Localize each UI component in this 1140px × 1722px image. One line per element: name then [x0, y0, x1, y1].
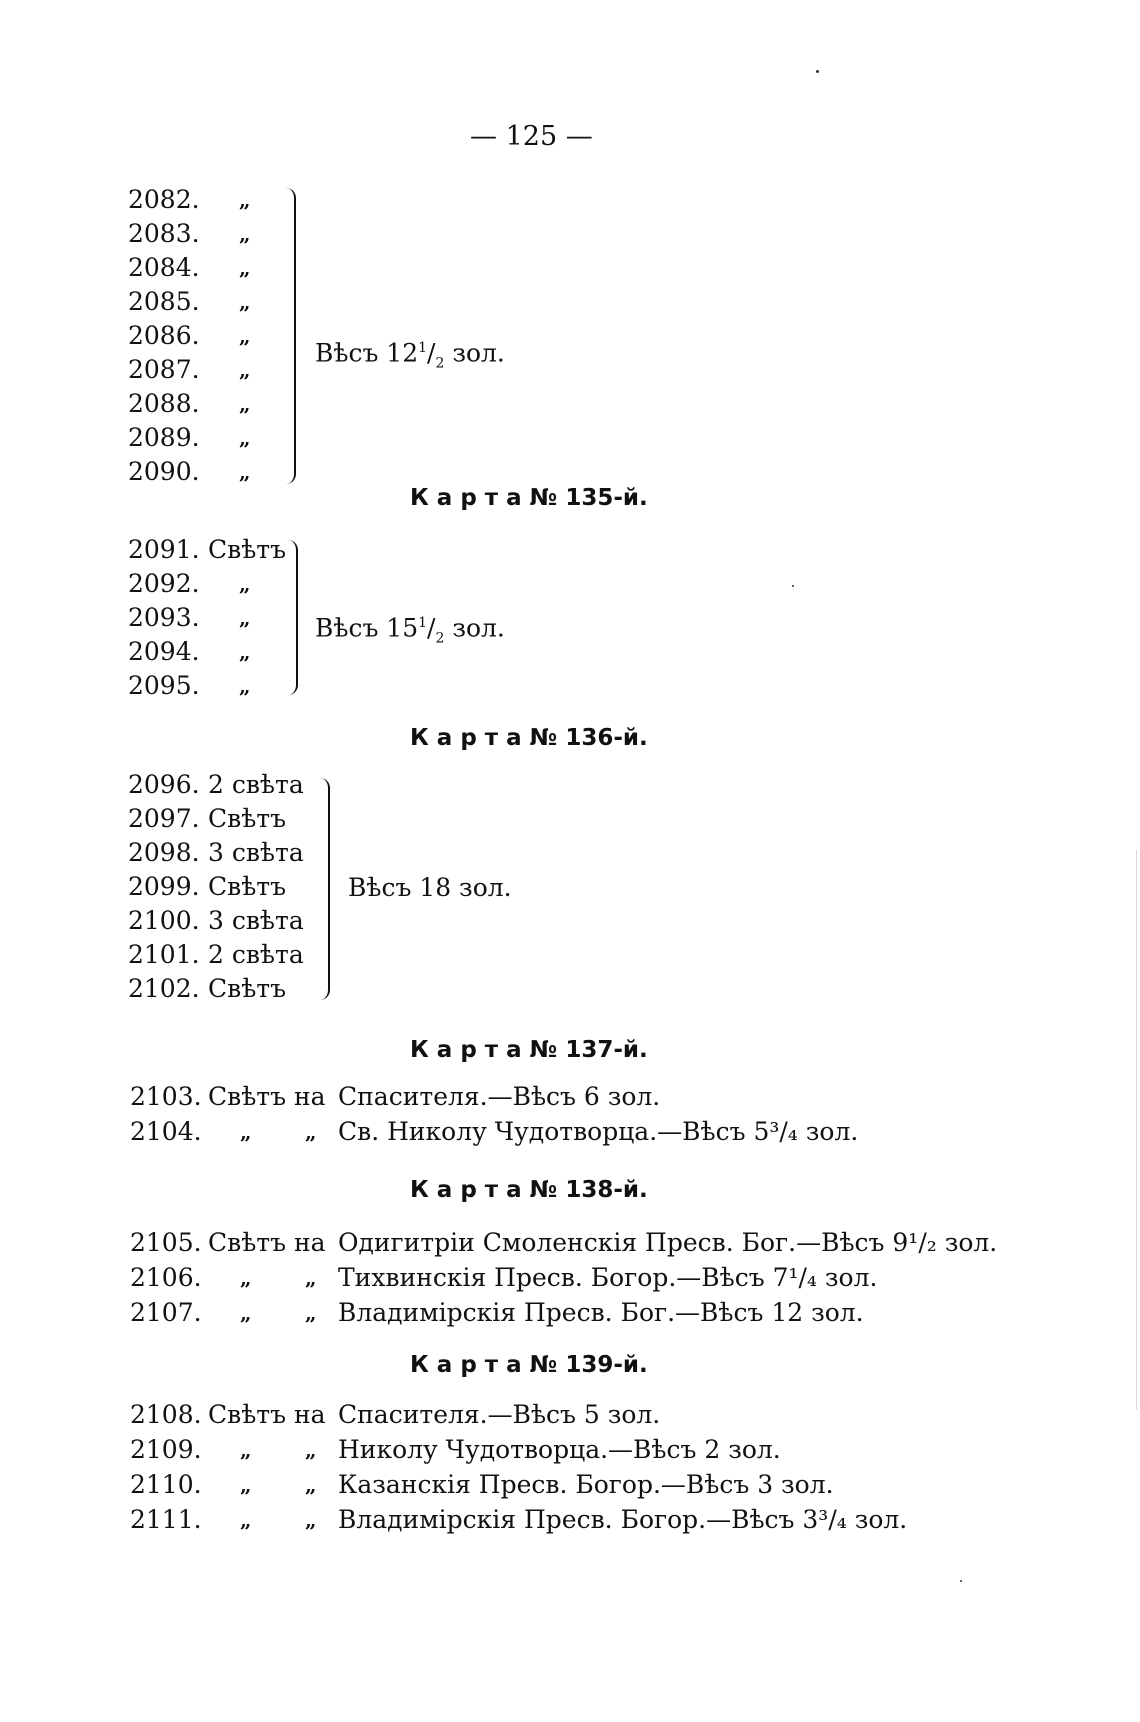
entry-text: Николу Чудотворца.—Вѣсъ 2 зол. — [338, 1435, 781, 1464]
ditto-mark: „ — [239, 426, 251, 450]
ditto-mark: „ — [305, 1438, 317, 1462]
entry-number: 2091. — [128, 535, 200, 564]
entry-number: 2094. — [128, 637, 200, 666]
weight-unit: зол. — [452, 613, 505, 643]
entry-description: Свѣтъ на — [208, 1400, 326, 1429]
entry-number: 2085. — [128, 287, 200, 316]
card-heading: К а р т а № 138-й. — [410, 1177, 648, 1203]
ditto-mark: „ — [239, 640, 251, 664]
entry-text: Владимірскія Пресв. Бог.—Вѣсъ 12 зол. — [338, 1298, 864, 1327]
entry-text: Св. Николу Чудотворца.—Вѣсъ 5³/₄ зол. — [338, 1117, 859, 1146]
entry-number: 2087. — [128, 355, 200, 384]
weight-text: Вѣсъ 12 — [315, 338, 419, 368]
brace — [276, 188, 296, 484]
entry-description: 2 свѣта — [208, 770, 304, 799]
brace — [278, 540, 298, 695]
entry-number: 2084. — [128, 253, 200, 282]
entry-description: Свѣтъ на — [208, 1228, 326, 1257]
entry-number: 2107. — [130, 1298, 202, 1327]
ditto-mark: „ — [240, 1508, 252, 1532]
ditto-mark: „ — [240, 1438, 252, 1462]
brace — [310, 778, 330, 1000]
weight-fraction-den: 2 — [435, 630, 445, 647]
entry-description: Свѣтъ — [208, 535, 287, 564]
ditto-mark: „ — [305, 1266, 317, 1290]
card-heading: К а р т а № 139-й. — [410, 1352, 648, 1378]
entry-number: 2111. — [130, 1505, 202, 1534]
ditto-mark: „ — [305, 1473, 317, 1497]
group-weight: Вѣсъ $12^1/_2$ зол. — [315, 338, 505, 372]
weight-fraction-den: 2 — [435, 355, 445, 372]
entry-number: 2110. — [130, 1470, 202, 1499]
entry-text: Тихвинскія Пресв. Богор.—Вѣсъ 7¹/₄ зол. — [338, 1263, 878, 1292]
weight-unit: зол. — [452, 338, 505, 368]
scan-edge-line — [1136, 850, 1137, 1410]
entry-description: Свѣтъ — [208, 872, 287, 901]
entry-number: 2106. — [130, 1263, 202, 1292]
weight-fraction-num: 1 — [418, 615, 428, 631]
entry-text: Казанскія Пресв. Богор.—Вѣсъ 3 зол. — [338, 1470, 834, 1499]
page-number: — 125 — — [470, 121, 593, 152]
ditto-mark: „ — [305, 1120, 317, 1144]
ditto-mark: „ — [239, 188, 251, 212]
ditto-mark: „ — [305, 1301, 317, 1325]
ditto-mark: „ — [239, 392, 251, 416]
entry-number: 2097. — [128, 804, 200, 833]
scan-speck — [960, 1580, 962, 1582]
entry-number: 2096. — [128, 770, 200, 799]
weight-fraction-num: 1 — [418, 340, 428, 356]
entry-number: 2089. — [128, 423, 200, 452]
group-weight: Вѣсъ $15^1/_2$ зол. — [315, 613, 505, 647]
entry-description: 3 свѣта — [208, 906, 304, 935]
scan-speck — [792, 585, 794, 587]
entry-number: 2095. — [128, 671, 200, 700]
entry-number: 2101. — [128, 940, 200, 969]
entry-number: 2109. — [130, 1435, 202, 1464]
ditto-mark: „ — [239, 606, 251, 630]
entry-number: 2086. — [128, 321, 200, 350]
entry-text: Одигитріи Смоленскія Пресв. Бог.—Вѣсъ 9¹/₂ зол. — [338, 1228, 998, 1257]
ditto-mark: „ — [240, 1301, 252, 1325]
entry-text: Владимірскія Пресв. Богор.—Вѣсъ 3³/₄ зол. — [338, 1505, 908, 1534]
weight-text: Вѣсъ 15 — [315, 613, 419, 643]
entry-number: 2090. — [128, 457, 200, 486]
ditto-mark: „ — [239, 460, 251, 484]
entry-description: Свѣтъ на — [208, 1082, 326, 1111]
ditto-mark: „ — [239, 358, 251, 382]
ditto-mark: „ — [239, 324, 251, 348]
entry-description: 2 свѣта — [208, 940, 304, 969]
card-heading: К а р т а № 136-й. — [410, 725, 648, 751]
ditto-mark: „ — [239, 256, 251, 280]
entry-number: 2083. — [128, 219, 200, 248]
ditto-mark: „ — [239, 674, 251, 698]
entry-number: 2105. — [130, 1228, 202, 1257]
card-heading: К а р т а № 137-й. — [410, 1037, 648, 1063]
ditto-mark: „ — [239, 290, 251, 314]
entry-description: Свѣтъ — [208, 804, 287, 833]
entry-number: 2108. — [130, 1400, 202, 1429]
group-weight: Вѣсъ 18 зол. — [348, 873, 512, 902]
entry-text: Спасителя.—Вѣсъ 5 зол. — [338, 1400, 661, 1429]
entry-number: 2103. — [130, 1082, 202, 1111]
scan-speck — [816, 70, 819, 73]
ditto-mark: „ — [305, 1508, 317, 1532]
entry-text: Спасителя.—Вѣсъ 6 зол. — [338, 1082, 661, 1111]
ditto-mark: „ — [240, 1266, 252, 1290]
entry-number: 2104. — [130, 1117, 202, 1146]
entry-number: 2088. — [128, 389, 200, 418]
card-heading: К а р т а № 135-й. — [410, 485, 648, 511]
entry-number: 2082. — [128, 185, 200, 214]
entry-description: 3 свѣта — [208, 838, 304, 867]
ditto-mark: „ — [240, 1120, 252, 1144]
ditto-mark: „ — [239, 222, 251, 246]
ditto-mark: „ — [239, 572, 251, 596]
entry-number: 2092. — [128, 569, 200, 598]
entry-number: 2099. — [128, 872, 200, 901]
ditto-mark: „ — [240, 1473, 252, 1497]
entry-number: 2100. — [128, 906, 200, 935]
entry-number: 2093. — [128, 603, 200, 632]
entry-number: 2098. — [128, 838, 200, 867]
entry-number: 2102. — [128, 974, 200, 1003]
entry-description: Свѣтъ — [208, 974, 287, 1003]
